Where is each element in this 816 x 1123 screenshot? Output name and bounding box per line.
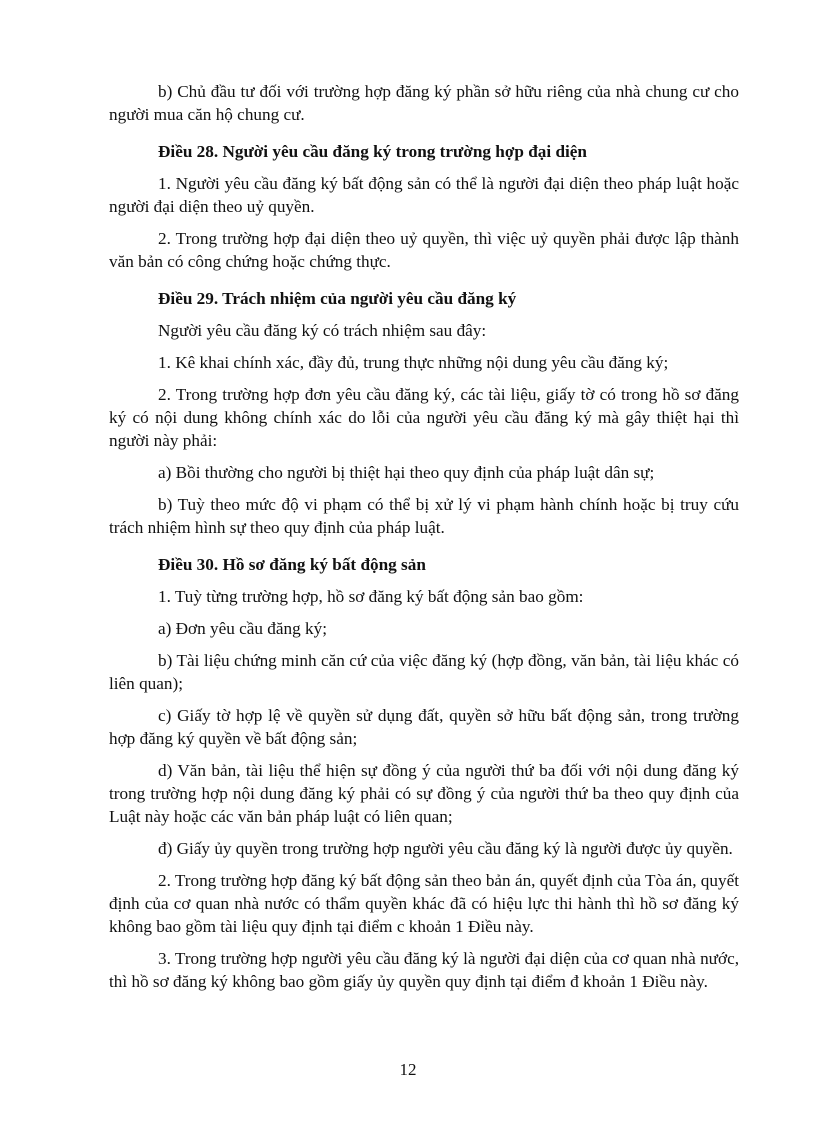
article-29-intro: Người yêu cầu đăng ký có trách nhiệm sau đây:: [158, 321, 487, 340]
article-30-point-a: a) Đơn yêu cầu đăng ký;: [158, 619, 327, 638]
article-28-clause-1: 1. Người yêu cầu đăng ký bất động sản có thể là người đại diện theo pháp luật hoặc người đại diện theo uỷ quyền.: [109, 174, 739, 216]
document-body: [109, 80, 739, 1002]
article-29-clause-1: 1. Kê khai chính xác, đầy đủ, trung thực những nội dung yêu cầu đăng ký;: [158, 353, 669, 372]
article-30-clause-2: 2. Trong trường hợp đăng ký bất động sản theo bản án, quyết định của Tòa án, quyết định của cơ quan nhà nước có thẩm quyền khác đã có hiệu lực thi hành thì hồ sơ đăng ký không bao gồm tài liệu quy định tại điểm c khoản 1 Điều này.: [109, 871, 739, 936]
article-30-point-c: c) Giấy tờ hợp lệ về quyền sử dụng đất, quyền sở hữu bất động sản, trong trường hợp đăng ký quyền về bất động sản;: [109, 706, 739, 748]
article-30-heading: Điều 30. Hồ sơ đăng ký bất động sản: [158, 555, 426, 574]
article-30-point-d: d) Văn bản, tài liệu thể hiện sự đồng ý của người thứ ba đối với nội dung đăng ký trong trường hợp nội dung đăng ký phải có sự đồng ý của người thứ ba theo quy định của Luật này hoặc các văn bản pháp luật có liên quan;: [109, 761, 739, 826]
page-number: 12: [399, 1060, 417, 1079]
article-30-point-b: b) Tài liệu chứng minh căn cứ của việc đăng ký (hợp đồng, văn bản, tài liệu khác có liên quan);: [109, 651, 739, 693]
article-30-clause-3: 3. Trong trường hợp người yêu cầu đăng ký là người đại diện của cơ quan nhà nước, thì hồ sơ đăng ký không bao gồm giấy ủy quyền quy định tại điểm đ khoản 1 Điều này.: [109, 949, 739, 991]
article-29-point-a: a) Bồi thường cho người bị thiệt hại theo quy định của pháp luật dân sự;: [158, 463, 655, 482]
article-30-clause-1: 1. Tuỳ từng trường hợp, hồ sơ đăng ký bất động sản bao gồm:: [158, 587, 584, 606]
article-28-clause-2: 2. Trong trường hợp đại diện theo uỷ quyền, thì việc uỷ quyền phải được lập thành văn bản có công chứng hoặc chứng thực.: [109, 229, 739, 271]
paragraph-b-chu-dau-tu: b) Chủ đầu tư đối với trường hợp đăng ký phần sở hữu riêng của nhà chung cư cho người mua căn hộ chung cư.: [109, 82, 739, 124]
article-30-point-dd: đ) Giấy ủy quyền trong trường hợp người yêu cầu đăng ký là người được ủy quyền.: [158, 839, 733, 858]
article-29-point-b: b) Tuỳ theo mức độ vi phạm có thể bị xử lý vi phạm hành chính hoặc bị truy cứu trách nhiệm hình sự theo quy định của pháp luật.: [109, 495, 739, 537]
article-28-heading: Điều 28. Người yêu cầu đăng ký trong trường hợp đại diện: [158, 142, 587, 161]
article-29-heading: Điều 29. Trách nhiệm của người yêu cầu đăng ký: [158, 289, 517, 308]
article-29-clause-2: 2. Trong trường hợp đơn yêu cầu đăng ký, các tài liệu, giấy tờ có trong hồ sơ đăng ký có nội dung không chính xác do lỗi của người yêu cầu đăng ký mà gây thiệt hại thì người này phải:: [109, 385, 739, 450]
